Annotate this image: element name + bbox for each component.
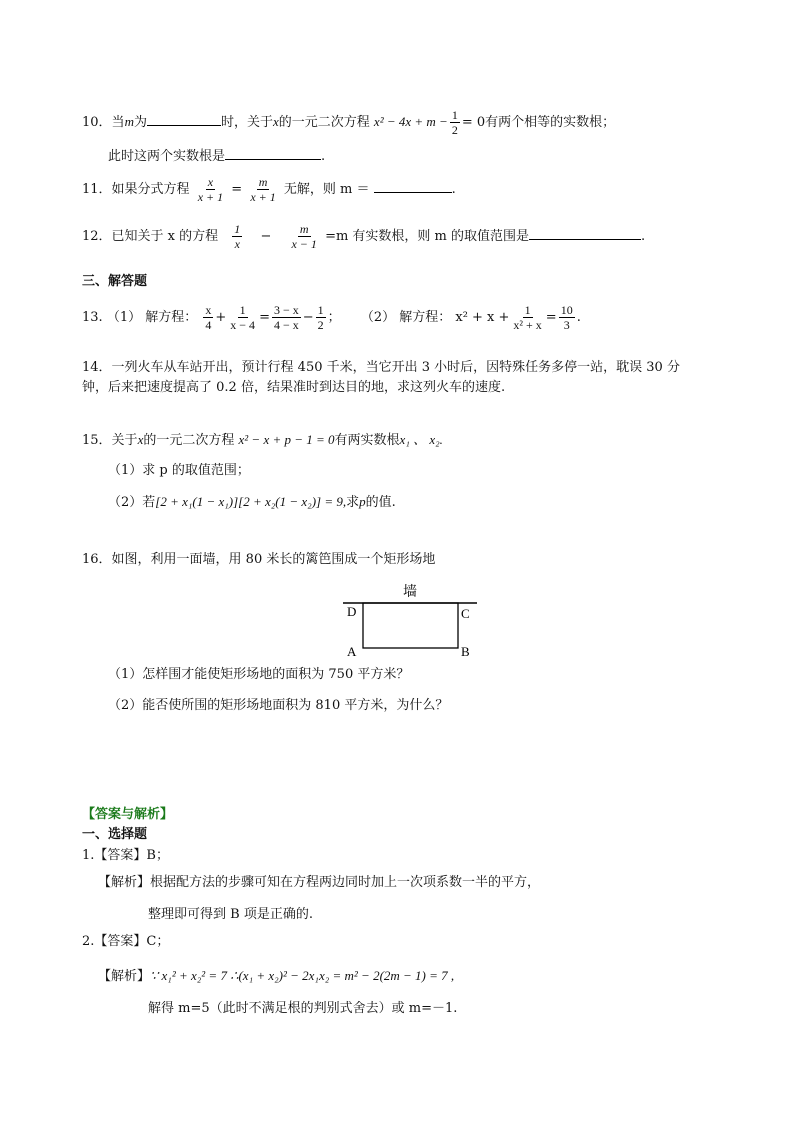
question-15-part1: （1）求 p 的取值范围； <box>108 463 250 478</box>
fraction: $\frac{1}{2}$ <box>451 108 458 137</box>
question-10-line2: 此时这两个实数根是 . <box>108 145 325 166</box>
fraction: $\frac{1}{x - 4}$ <box>230 303 256 332</box>
answer-blank <box>225 145 321 160</box>
question-16-part2: （2）能否使所围的矩形场地面积为 810 平方米，为什么？ <box>108 698 449 713</box>
equation: [2 + x₁(1 − x₁)][2 + x₂(1 − x₂)] = 9, <box>155 494 347 509</box>
question-12: 12．已知关于 x 的方程 $\frac{1}{x}$ − $\frac{m}{x - 1}$ =m 有实数根，则 m 的取值范围是 . <box>82 222 646 251</box>
wall-label: 墙 <box>403 584 417 600</box>
equation: x² − x + p − 1 = 0 <box>238 432 335 447</box>
vertex-label-a: A <box>347 644 357 659</box>
question-10-line1: 10．当m为 时，关于x的一元二次方程 x² − 4x + m − $\frac{1}{2}$ = 0有两个相等的实数根； <box>82 108 616 137</box>
answer-1-explanation: 【解析】根据配方法的步骤可知在方程两边同时加上一次项系数一半的平方， <box>98 875 541 890</box>
fraction: $\frac{3 - x}{4 - x}$ <box>273 303 299 332</box>
answer-blank <box>529 225 641 240</box>
rectangle-figure <box>335 578 485 660</box>
answer-2-explanation: 【解析】∵ x₁² + x₂² = 7 ∴(x₁ + x₂)² − 2x₁x₂ = m² − 2(2m − 1) = 7 , <box>98 968 455 984</box>
question-16-part1: （1）怎样围才能使矩形场地的面积为 750 平方米？ <box>108 667 410 682</box>
fraction: $\frac{m}{x + 1}$ <box>250 175 276 204</box>
answer-blank <box>374 178 452 193</box>
section-heading: 三、解答题 <box>82 274 148 289</box>
fraction: $\frac{x}{4}$ <box>205 303 212 332</box>
vertex-label-d: D <box>347 604 357 619</box>
equation: ∵ x₁² + x₂² = 7 ∴(x₁ + x₂)² − 2x₁x₂ = m² − 2(2m − 1) = 7 , <box>150 968 455 983</box>
question-14-line2: 钟，后来把速度提高了 0.2 倍，结果准时到达目的地，求这列火车的速度. <box>82 380 506 395</box>
question-15-part2: （2）若[2 + x₁(1 − x₁)][2 + x₂(1 − x₂)] = 9,求p的值. <box>108 494 396 510</box>
rectangle-field <box>363 603 458 648</box>
question-16: 16．如图，利用一面墙，用 80 米长的篱笆围成一个矩形场地 <box>82 552 436 567</box>
equation: x² − 4x + m − <box>373 114 448 129</box>
fraction: $\frac{1}{2}$ <box>317 303 324 332</box>
answer-1: 1.【答案】B； <box>82 848 169 863</box>
answer-2: 2.【答案】C； <box>82 934 170 949</box>
vertex-label-b: B <box>461 644 470 659</box>
answer-blank <box>147 111 221 126</box>
answer-2-explanation-cont: 解得 m=5（此时不满足根的判别式舍去）或 m=－1. <box>148 1001 458 1016</box>
question-14-line1: 14．一列火车从车站开出，预计行程 450 千米，当它开出 3 小时后，因特殊任务多停一站，耽误 30 分 <box>82 360 680 375</box>
question-11: 11．如果分式方程 $\frac{x}{x + 1}$ = $\frac{m}{x + 1}$ 无解，则 m ＝ . <box>82 175 456 204</box>
answers-title: 【答案与解析】 <box>82 807 174 822</box>
question-15: 15．关于x的一元二次方程 x² − x + p − 1 = 0有两实数根x₁ 、 x₂. <box>82 432 443 448</box>
fraction: $\frac{m}{x - 1}$ <box>291 222 317 251</box>
fraction: $\frac{1}{x}$ <box>234 222 241 251</box>
vertex-label-c: C <box>461 606 470 621</box>
fraction: $\frac{10}{3}$ <box>560 303 573 332</box>
answer-1-explanation-cont: 整理即可得到 B 项是正确的. <box>148 907 313 922</box>
fraction: $\frac{1}{\text{x² + x}}$ <box>513 303 542 332</box>
fraction: $\frac{x}{x + 1}$ <box>197 175 224 204</box>
answers-section-heading: 一、选择题 <box>82 827 148 842</box>
question-13: 13. （1） 解方程： $\frac{x}{4}$ + $\frac{1}{x - 4}$ = $\frac{3 - x}{4 - x}$ − $\frac{1}{2}$ ； （2） 解方程： x² + x + $\frac{1}{\text{x² + x}}$ = $\frac{10}{3}$ . <box>82 303 581 332</box>
